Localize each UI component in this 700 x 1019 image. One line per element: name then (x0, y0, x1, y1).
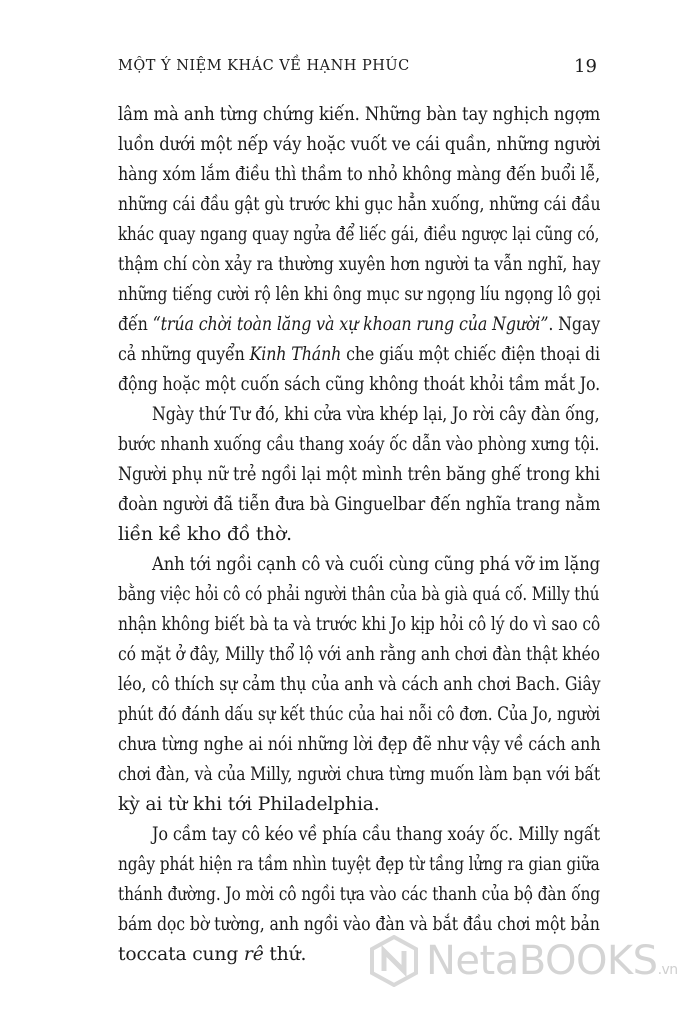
text-line: thánh đường. Jo mời cô ngồi tựa vào các thanh của bộ đàn ống (118, 884, 601, 905)
text-line (118, 940, 306, 970)
running-header: MỘT Ý NIỆM KHÁC VỀ HẠNH PHÚC (118, 58, 410, 74)
text-line: khác quay ngang quay ngửa để liếc gái, điều ngược lại cũng có, (118, 224, 600, 245)
text-line: Ngày thứ Tư đó, khi cửa vừa khép lại, Jo rời cây đàn ống, (152, 404, 600, 425)
text-line: chưa từng nghe ai nói những lời đẹp đẽ như vậy về cách anh (118, 734, 601, 755)
text-line: Anh tới ngồi cạnh cô và cuối cùng cũng phá vỡ im lặng (152, 554, 600, 575)
italic-text-run: rê (243, 944, 264, 965)
text-line: thậm chí còn xảy ra thường xuyên hơn người ta vẫn nghĩ, hay (118, 254, 601, 275)
netabooks-logo-icon (368, 935, 420, 987)
text-line: những cái đầu gật gù trước khi gục hẳn xuống, những cái đầu (118, 194, 601, 215)
text-run: cả những quyển (118, 344, 250, 365)
text-line: những tiếng cười rộ lên khi ông mục sư ngọng líu ngọng lô gọi (118, 284, 601, 305)
page-number: 19 (574, 56, 597, 77)
watermark (368, 935, 678, 987)
text-line: đoàn người đã tiễn đưa bà Ginguelbar đến nghĩa trang nằm (118, 494, 601, 515)
text-line: luồn dưới một nếp váy hoặc vuốt ve cái quần, những người (118, 134, 601, 155)
text-line: chơi đàn, và của Milly, người chưa từng muốn làm bạn với bất (118, 764, 601, 785)
text-line: liền kề kho đồ thờ. (118, 524, 292, 545)
text-line: lâm mà anh từng chứng kiến. Những bàn tay nghịch ngợm (118, 104, 601, 125)
text-line: kỳ ai từ khi tới Philadelphia. (118, 794, 380, 815)
text-line: động hoặc một cuốn sách cũng không thoát khỏi tầm mắt Jo. (118, 374, 601, 395)
text-line (118, 310, 600, 340)
text-line (118, 340, 600, 370)
text-line: bám dọc bờ tường, anh ngồi vào đàn và bắt đầu chơi một bản (118, 914, 600, 935)
text-line: bước nhanh xuống cầu thang xoáy ốc dẫn vào phòng xưng tội. (118, 434, 600, 455)
text-line: hàng xóm lắm điều thì thầm to nhỏ không màng đến buổi lễ, (118, 164, 601, 185)
text-run: che giấu một chiếc điện thoại di (341, 344, 600, 365)
text-line: ngây phát hiện ra tầm nhìn tuyệt đẹp từ tầng lửng ra gian giữa (118, 854, 600, 875)
watermark-brand: NetaBOOKS (426, 938, 658, 984)
watermark-suffix: .vn (657, 962, 678, 978)
text-run: đến (118, 314, 153, 335)
text-run: toccata cung (118, 944, 244, 965)
text-line: bằng việc hỏi cô có phải người thân của bà già quá cố. Milly thú (118, 584, 600, 605)
text-line: Người phụ nữ trẻ ngồi lại một mình trên băng ghế trong khi (118, 464, 600, 485)
text-line: léo, cô thích sự cảm thụ của anh và cách anh chơi Bach. Giây (118, 674, 601, 695)
italic-text-run: “trúa chời toàn lăng và xự khoan rung của Người” (152, 314, 549, 335)
text-line: phút đó đánh dấu sự kết thúc của hai nỗi cô đơn. Của Jo, người (118, 704, 601, 725)
text-line: có mặt ở đây, Milly thổ lộ với anh rằng anh chơi đàn thật khéo (118, 644, 600, 665)
text-run: thứ. (263, 944, 307, 965)
watermark-text (426, 938, 678, 984)
text-line: Jo cầm tay cô kéo về phía cầu thang xoáy ốc. Milly ngất (152, 824, 600, 845)
italic-text-run: Kinh Thánh (249, 344, 342, 365)
text-line: nhận không biết bà ta và trước khi Jo kịp hỏi cô lý do vì sao cô (118, 614, 601, 635)
text-run: . Ngay (548, 314, 601, 335)
